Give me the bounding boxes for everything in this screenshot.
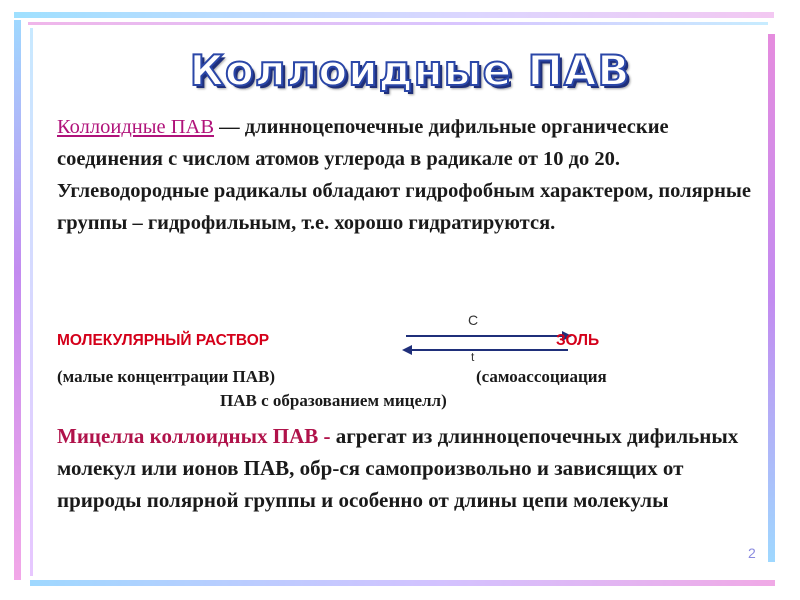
reaction-right-label: ЗОЛЬ <box>556 332 600 349</box>
decor-left-bar <box>14 20 21 580</box>
page-number: 2 <box>748 545 756 561</box>
decor-right-bar <box>768 34 775 562</box>
definition-term-link[interactable]: Коллоидные ПАВ <box>57 116 214 138</box>
reaction-condition-top: C <box>468 312 479 328</box>
decor-top-bar <box>14 12 774 18</box>
definition-text-2: Углеводородные радикалы обладают гидрофобным характером, полярные группы – гидрофильным, т.е. хорошо гидратируются. <box>57 180 752 234</box>
decor-top-inner-bar <box>28 22 768 25</box>
reaction-note-continuation: ПАВ с образованием мицелл) <box>220 391 447 410</box>
decor-left-inner-bar <box>30 28 33 576</box>
decor-bottom-bar <box>30 580 775 586</box>
micelle-paragraph <box>57 420 757 516</box>
reaction-note-left: (малые концентрации ПАВ) <box>57 367 276 386</box>
reverse-arrow-head <box>402 345 412 355</box>
micelle-text: агрегат из длинноцепочечных дифильных молекул или ионов ПАВ, обр-ся самопроизвольно и зависящих от природы полярной группы и особенно от длины цепи молекулы <box>57 424 739 512</box>
equilibrium-arrows <box>400 328 575 358</box>
reaction-left-label: МОЛЕКУЛЯРНЫЙ РАСТВОР <box>57 332 270 349</box>
micelle-term: Мицелла коллоидных ПАВ - <box>57 424 331 448</box>
definition-text: — длинноцепочечные дифильные органические соединения с числом атомов углерода в радикале от 10 до 20. <box>57 116 669 170</box>
reaction-condition-bottom: t <box>471 350 475 364</box>
reaction-note-right: (самоассоциация <box>476 367 607 386</box>
definition-paragraph <box>57 111 757 239</box>
slide-title: Коллоидные ПАВ <box>189 46 631 95</box>
